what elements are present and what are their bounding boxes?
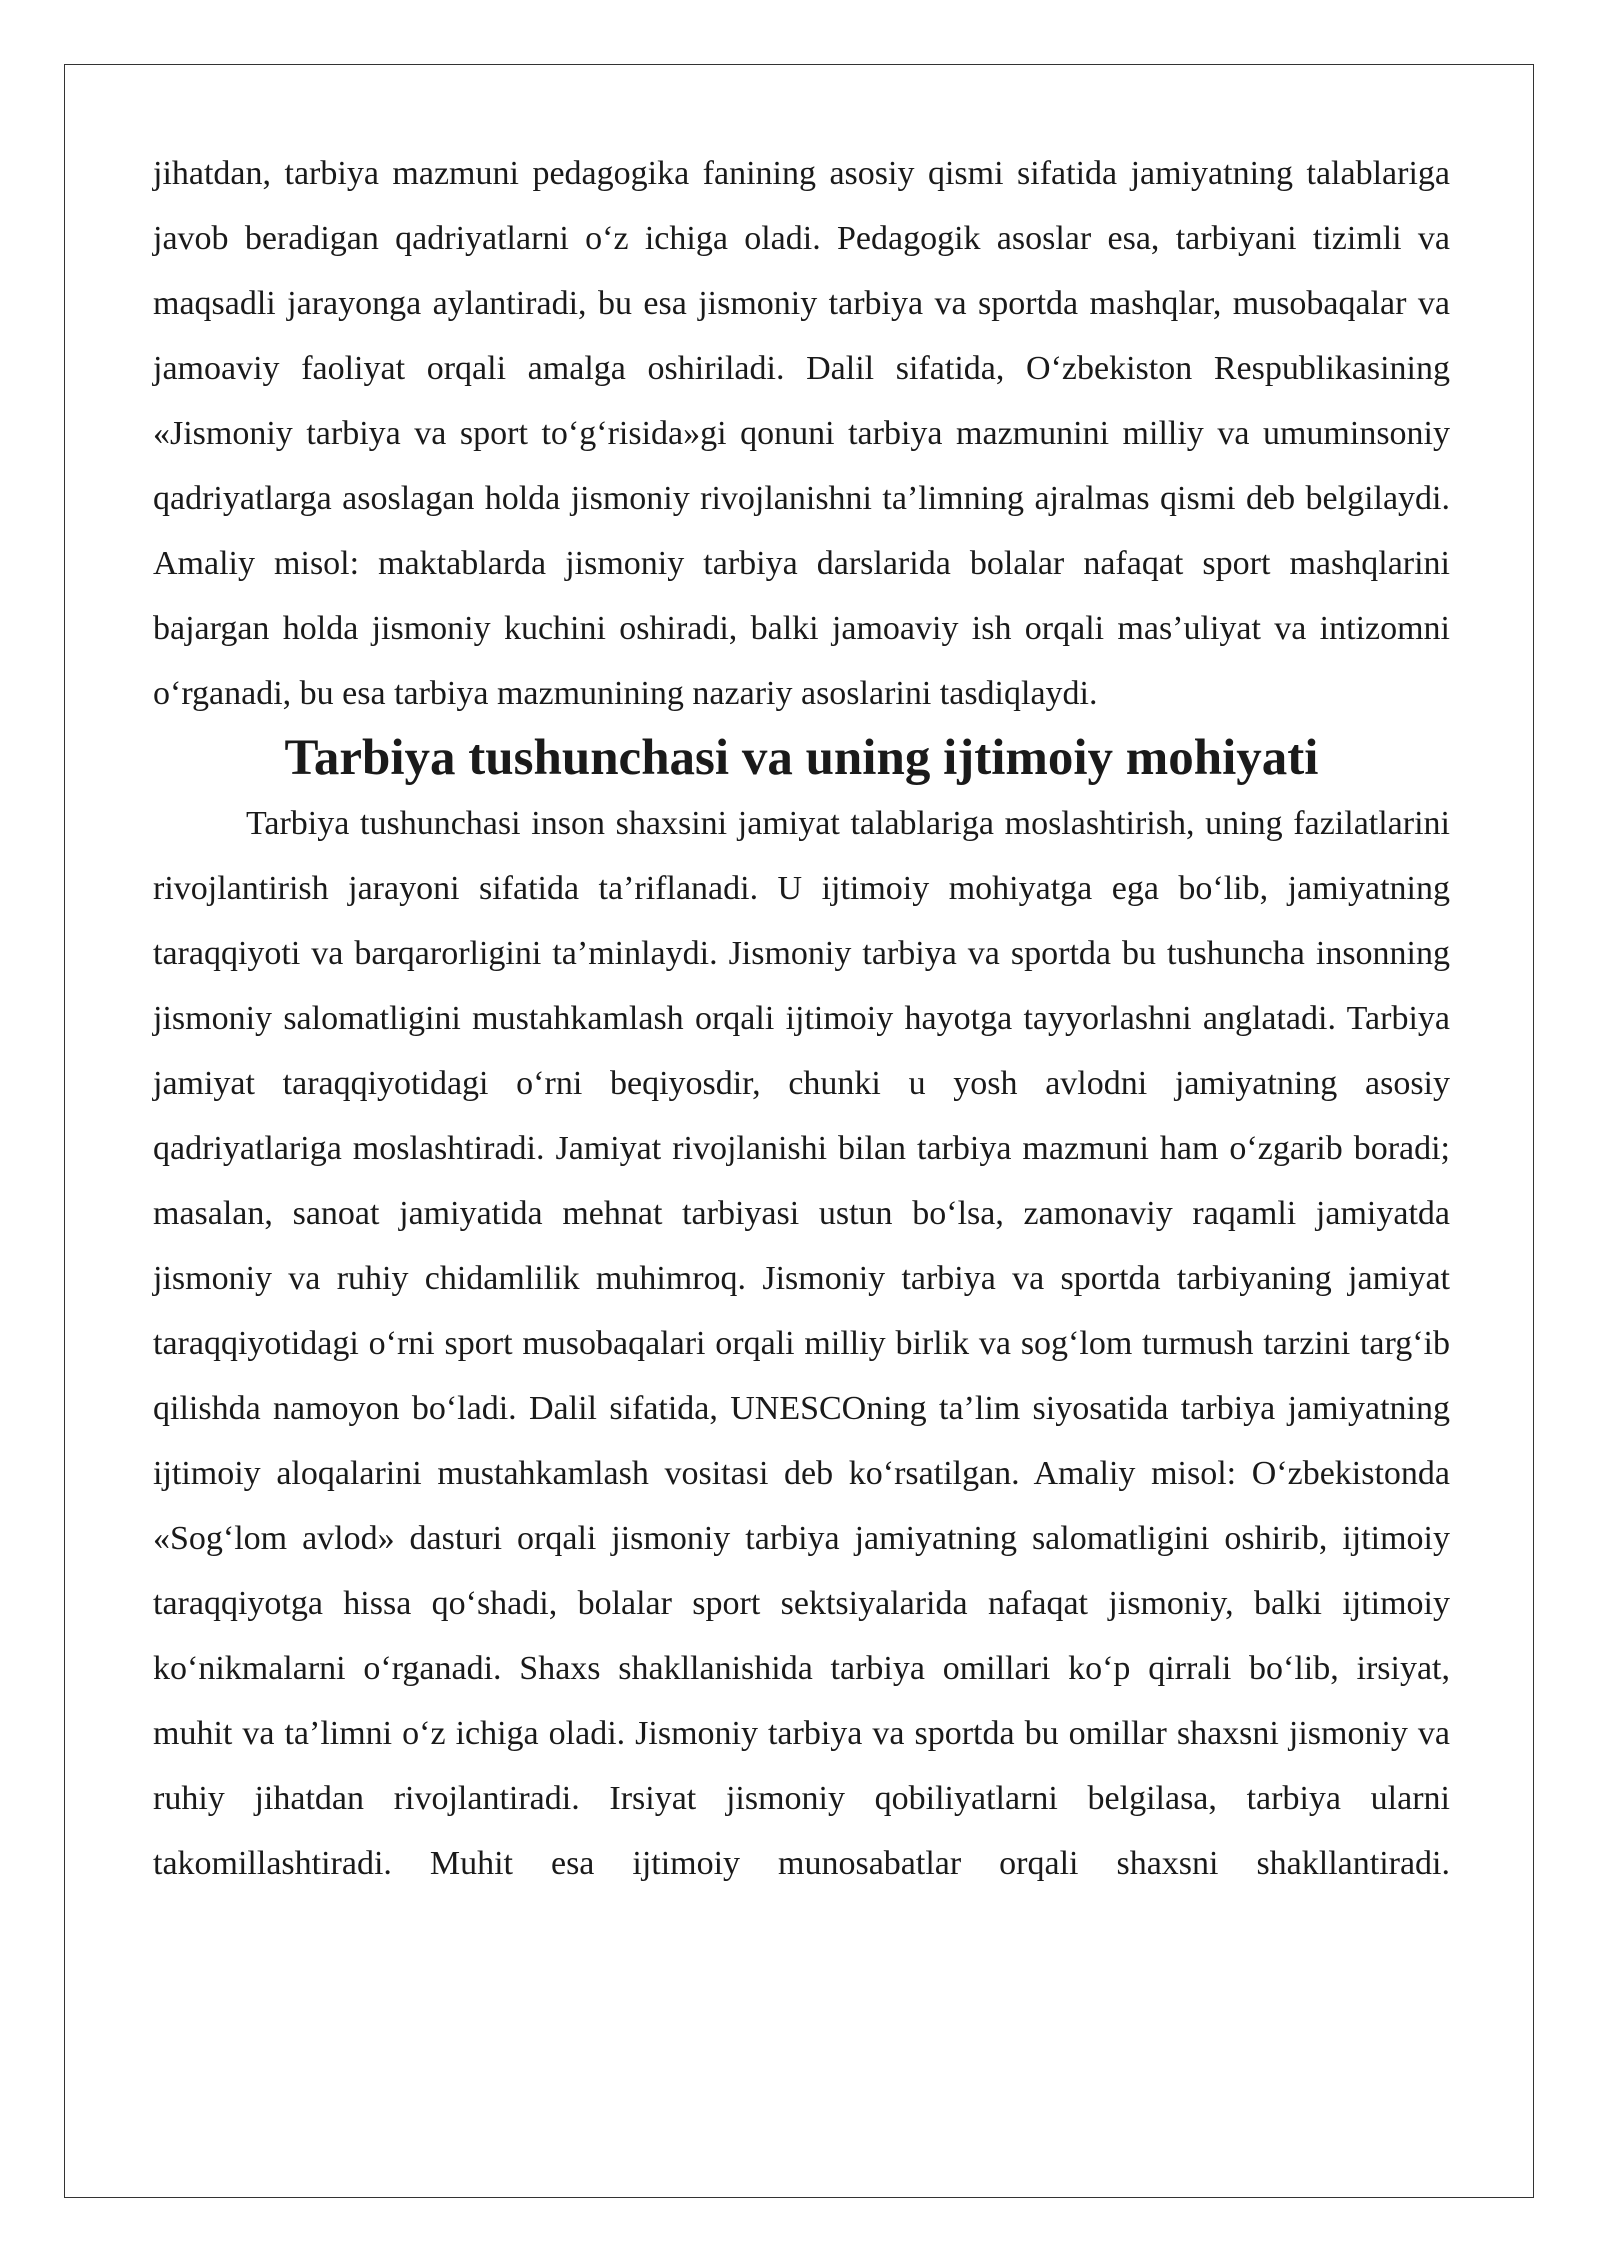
section-heading: Tarbiya tushunchasi va uning ijtimoiy mohiyati [284, 730, 1319, 786]
document-body [153, 141, 1450, 1896]
body-paragraph-1: jihatdan, tarbiya mazmuni pedagogika fanining asosiy qismi sifatida jamiyatning talablariga javob beradigan qadriyatlarni o‘z ichiga oladi. Pedagogik asoslar esa, tarbiyani tizimli va maqsadli jarayonga aylantiradi, bu esa jismoniy tarbiya va sportda mashqlar, musobaqalar va jamoaviy faoliyat orqali amalga oshiriladi. Dalil sifatida, O‘zbekiston Respublikasining «Jismoniy tarbiya va sport to‘g‘risida»gi qonuni tarbiya mazmunini milliy va umuminsoniy qadriyatlarga asoslagan holda jismoniy rivojlanishni ta’limning ajralmas qismi deb belgilaydi. Amaliy misol: maktablarda jismoniy tarbiya darslarida bolalar nafaqat sport mashqlarini bajargan holda jismoniy kuchini oshiradi, balki jamoaviy ish orqali mas’uliyat va intizomni o‘rganadi, bu esa tarbiya mazmunining nazariy asoslarini tasdiqlaydi. [153, 155, 1450, 712]
body-paragraph-2: Tarbiya tushunchasi inson shaxsini jamiyat talablariga moslashtirish, uning fazilatlarini rivojlantirish jarayoni sifatida ta’riflanadi. U ijtimoiy mohiyatga ega bo‘lib, jamiyatning taraqqiyoti va barqarorligini ta’minlaydi. Jismoniy tarbiya va sportda bu tushuncha insonning jismoniy salomatligini mustahkamlash orqali ijtimoiy hayotga tayyorlashni anglatadi. Tarbiya jamiyat taraqqiyotidagi o‘rni beqiyosdir, chunki u yosh avlodni jamiyatning asosiy qadriyatlariga moslashtiradi. Jamiyat rivojlanishi bilan tarbiya mazmuni ham o‘zgarib boradi; masalan, sanoat jamiyatida mehnat tarbiyasi ustun bo‘lsa, zamonaviy raqamli jamiyatda jismoniy va ruhiy chidamlilik muhimroq. Jismoniy tarbiya va sportda tarbiyaning jamiyat taraqqiyotidagi o‘rni sport musobaqalari orqali milliy birlik va sog‘lom turmush tarzini targ‘ib qilishda namoyon bo‘ladi. Dalil sifatida, UNESCOning ta’lim siyosatida tarbiya jamiyatning ijtimoiy aloqalarini mustahkamlash vositasi deb ko‘rsatilgan. Amaliy misol: O‘zbekistonda «Sog‘lom avlod» dasturi orqali jismoniy tarbiya jamiyatning salomatligini oshirib, ijtimoiy taraqqiyotga hissa qo‘shadi, bolalar sport sektsiyalarida nafaqat jismoniy, balki ijtimoiy ko‘nikmalarni o‘rganadi. Shaxs shakllanishida tarbiya omillari ko‘p qirrali bo‘lib, irsiyat, muhit va ta’limni o‘z ichiga oladi. Jismoniy tarbiya va sportda bu omillar shaxsni jismoniy va ruhiy jihatdan rivojlantiradi. Irsiyat jismoniy qobiliyatlarni belgilasa, tarbiya ularni takomillashtiradi. Muhit esa ijtimoiy munosabatlar orqali shaxsni shakllantiradi. [153, 805, 1450, 1882]
